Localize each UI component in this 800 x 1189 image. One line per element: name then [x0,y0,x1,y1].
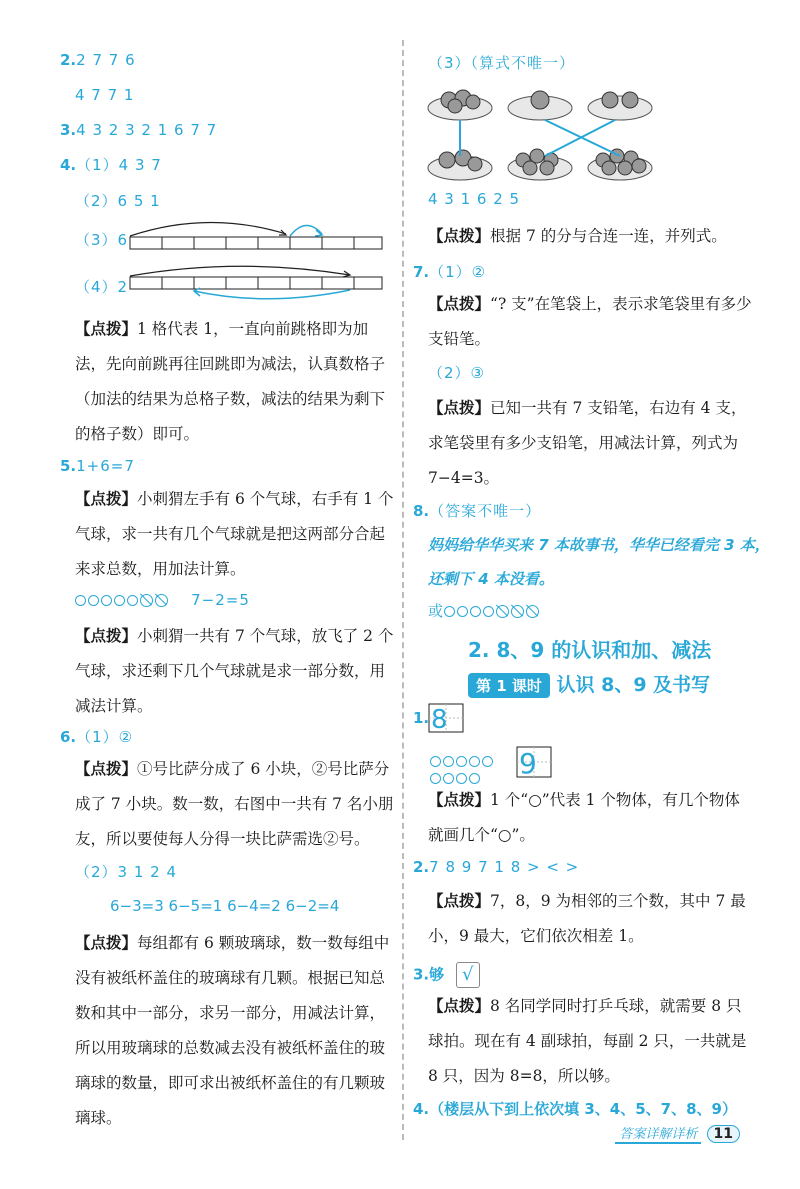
tip-text: ①号比萨分成了 6 小块，②号比萨分成了 7 小块。数一数，右图中一共有 7 名小朋友，所以要使每人分得一块比萨需选②号。 [75,760,394,848]
plate-top-1 [428,90,492,120]
q7-tip2 [428,390,753,496]
lesson-title: 认识 8、9 及书写 [556,674,711,696]
check-box [456,962,480,988]
digit8-grid [428,703,464,733]
page-number: 11 [707,1125,740,1143]
tip-tag: 【点拨】 [428,294,491,313]
circle [456,756,467,767]
s4-number: 4. [413,1100,430,1118]
tip-text: 7，8，9 为相邻的三个数，其中 7 最小，9 最大，它们依次相差 1。 [428,892,746,945]
q8-or: 或 [428,602,445,620]
circle [482,756,493,767]
tip-text: 8 名同学同时打乒乓球，就需要 8 只球拍。现在有 4 副球拍，每副 2 只，一共就是 8 只，因为 8=8，所以够。 [428,997,747,1085]
tip-text: 根据 7 的分与合连一连，并列式。 [490,227,727,245]
q7-part1: （1）② [429,263,487,281]
q5-circles [75,590,250,609]
number-track-3 [128,212,388,252]
circle [483,606,494,617]
s3 [413,962,480,988]
q5-answer2: 7−2=5 [191,591,250,609]
circle [443,756,454,767]
check-icon: √ [462,964,475,985]
footer-badge [615,1123,740,1144]
s4-answer: （楼层从下到上依次填 3、4、5、7、8、9） [429,1100,737,1118]
tip-text: 每组都有 6 颗玻璃球，数一数每组中没有被纸杯盖住的玻璃球有几颗。根据已知总数和其中一部分，求另一部分，用减法计算，所以用玻璃球的总数减去没有被纸杯盖住的玻璃球的数量，即可求出被纸杯盖住的有几颗玻璃球。 [75,934,390,1127]
s2-number: 2. [413,858,430,876]
crossed-circle [496,605,509,618]
q6 [60,726,133,747]
q6-3-numbers: 4 3 1 6 2 5 [428,190,521,208]
q3-number: 3. [60,121,77,139]
digit9-grid [516,746,552,778]
q8-number: 8. [413,502,430,520]
q8-line2: 还剩下 4 本没看。 [428,570,554,588]
q4 [60,154,162,175]
plate-top-2 [508,91,572,120]
jump-arc-forward [130,222,286,236]
tip-text: “? 支”在笔袋上，表示求笔袋里有多少支铅笔。 [428,295,752,348]
tip-tag: 【点拨】 [428,226,491,245]
tip-text: 小刺猬左手有 6 个气球，右手有 1 个气球，求一共有几个气球就是把这两部分合起来求总数，用加法计算。 [75,490,394,578]
tip-tag: 【点拨】 [75,933,138,952]
q8-part1: （答案不唯一） [429,502,542,520]
q6-number: 6. [60,728,77,746]
q4-part2: （2）6 5 1 [75,192,161,210]
circle [469,756,480,767]
q2-line1: 2 7 7 6 [76,51,136,69]
q6-tip1 [75,751,395,857]
s3-tip [428,988,753,1094]
q6-3-tip [428,218,753,254]
tip-tag: 【点拨】 [75,759,138,778]
digit9-char: 9 [519,747,537,778]
jump-arc-forward-4 [130,266,350,276]
apple-plates-figure [425,80,655,190]
q6-part2: （2）3 1 2 4 [75,863,178,881]
circle [430,756,441,767]
q8-line1: 妈妈给华华买来 7 本故事书，华华已经看完 3 本， [428,536,770,554]
q5 [60,456,135,475]
number-track-4 [128,263,388,307]
tip-tag: 【点拨】 [428,996,491,1015]
circle [470,606,481,617]
q7 [413,261,486,282]
track-cells [130,237,382,249]
tip-text: 1 个“○”代表 1 个物体，有几个物体就画几个“○”。 [428,791,740,844]
q7-number: 7. [413,263,430,281]
circle [75,595,86,606]
tip-text: 1 格代表 1，一直向前跳格即为加法，先向前跳再往回跳即为减法，认真数格子（加法的结果为总格子数，减法的结果为剩下的格子数）即可。 [75,320,386,443]
circle [457,606,468,617]
q6-part1: （1）② [76,728,134,746]
s1-number: 1. [413,709,430,727]
crossed-circle [526,605,539,618]
tip-text: 小刺猬一共有 7 个气球，放飞了 2 个气球，求还剩下几个气球就是求一部分数，用减法计算。 [75,627,394,715]
s3-answer: 够 [429,965,446,984]
footer-label: 答案详解详析 [615,1123,701,1144]
lesson-header [468,670,710,698]
q4-part3: （3）6 [75,231,129,249]
q5-tip1 [75,481,395,587]
q6-equations: 6−3=3 6−5=1 6−4=2 6−2=4 [110,897,340,915]
q2-number: 2. [60,51,77,69]
section-title: 2. 8、9 的认识和加、减法 [468,638,712,662]
q3 [60,120,217,139]
crossed-circle [155,594,168,607]
q3-line1: 4 3 2 3 2 1 6 7 7 [76,121,218,139]
q5-tip2 [75,618,395,724]
q7-tip1 [428,286,753,357]
q6-part3: （3）（算式不唯一） [428,54,576,72]
tip-tag: 【点拨】 [428,790,491,809]
q8 [413,500,541,521]
plate-bottom-3 [588,149,652,180]
plate-top-3 [588,92,652,120]
jump-arc-back-4 [194,290,350,299]
s4 [413,1098,737,1119]
tip-tag: 【点拨】 [75,626,138,645]
tip-tag: 【点拨】 [428,398,491,417]
q4-number: 4. [60,156,77,174]
circle [114,595,125,606]
q5-answer1: 1+6=7 [76,457,135,475]
s2 [413,857,579,876]
track-cells-4 [130,277,382,289]
q4-tip [75,311,395,452]
crossed-circle [140,594,153,607]
plate-bottom-2 [508,149,572,180]
s3-number: 3. [413,965,430,984]
tip-tag: 【点拨】 [75,319,138,338]
lesson-tag: 第 1 课时 [468,673,550,698]
q6-tip2 [75,925,395,1136]
column-divider [402,40,404,1140]
circle [88,595,99,606]
q2 [60,50,136,69]
q5-number: 5. [60,457,77,475]
q4-part1: （1）4 3 7 [76,156,162,174]
tip-tag: 【点拨】 [75,489,138,508]
circle [127,595,138,606]
tip-tag: 【点拨】 [428,891,491,910]
q2-line2: 4 7 7 1 [75,86,135,104]
q8-circles [428,600,541,621]
circle [444,606,455,617]
s1 [413,708,429,727]
s2-answer: 7 8 9 7 1 8 > < > [429,858,580,876]
q7-part2: （2）③ [428,364,485,382]
s2-tip [428,883,753,954]
circle [101,595,112,606]
s1-tip [428,782,753,853]
digit8-char: 8 [431,705,448,733]
q4-part4: （4）2 [75,278,129,296]
crossed-circle [511,605,524,618]
tip-text: 已知一共有 7 支铅笔，右边有 4 支，求笔袋里有多少支铅笔，用减法计算，列式为 7−4=3。 [428,399,747,487]
